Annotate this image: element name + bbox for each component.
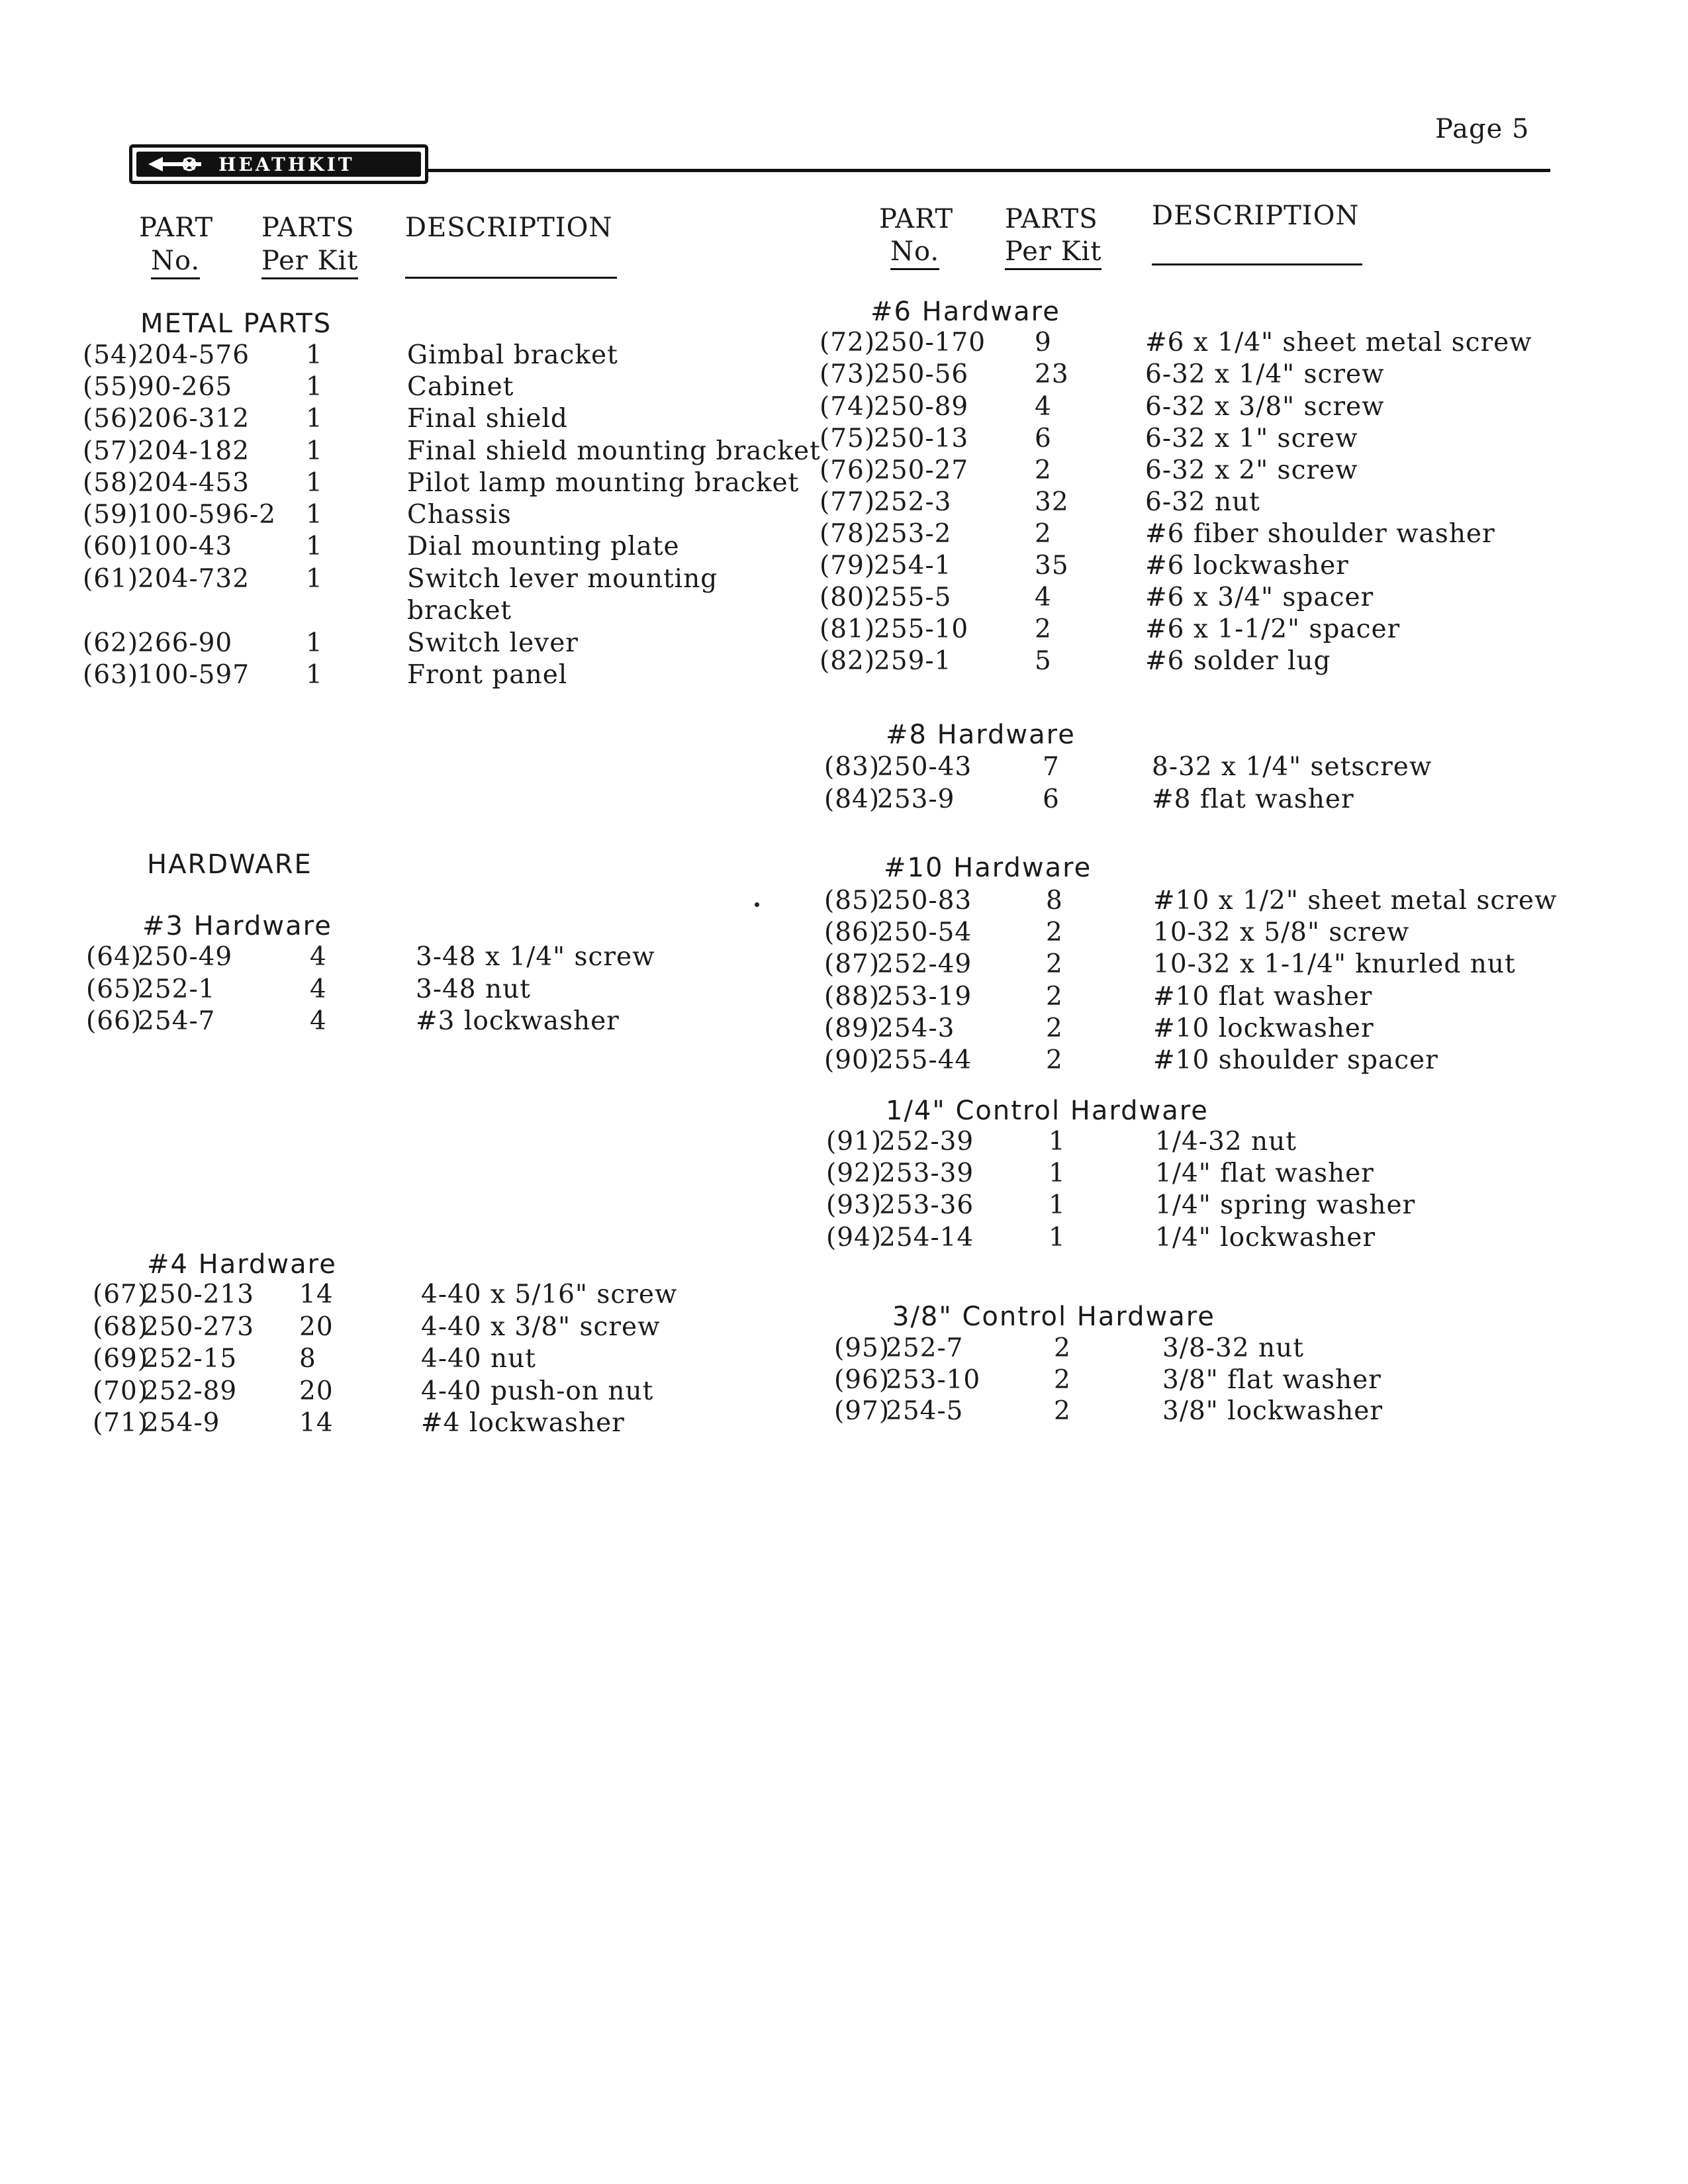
table-row (0, 328, 1688, 359)
part-description: 6-32 x 2" screw (1145, 455, 1358, 485)
part-ref-number: (91) (826, 1127, 882, 1157)
part-ref-number: (77) (820, 487, 876, 517)
table-row (0, 1333, 1688, 1365)
heading-6-hardware: #6 Hardware (870, 297, 1060, 327)
parts-per-kit: 35 (1035, 551, 1069, 581)
part-number: 250-56 (874, 359, 969, 389)
part-ref-number: (75) (820, 424, 876, 453)
part-description: 3/8-32 nut (1162, 1333, 1304, 1363)
part-description: Chassis (407, 500, 512, 530)
part-ref-number: (56) (83, 404, 139, 434)
part-ref-number: (65) (86, 974, 142, 1004)
part-ref-number: (59) (83, 500, 139, 530)
part-number: 255-10 (874, 614, 969, 644)
part-ref-number: (93) (826, 1190, 882, 1220)
part-ref-number: (73) (820, 359, 876, 389)
part-number: 204-732 (138, 564, 250, 594)
table-row (0, 487, 1688, 519)
right-header-per-kit: Per Kit (1005, 236, 1102, 270)
left-description-underline (405, 277, 617, 279)
part-number: 254-14 (879, 1223, 974, 1253)
table-row (0, 424, 1688, 455)
part-ref-number: (80) (820, 583, 876, 612)
part-ref-number: (66) (86, 1006, 142, 1036)
left-header-parts: PARTS (261, 213, 355, 243)
part-ref-number: (70) (93, 1376, 149, 1406)
parts-per-kit: 4 (1035, 392, 1052, 422)
parts-per-kit: 1 (306, 660, 323, 690)
table-row (0, 784, 1688, 816)
part-number: 250-27 (874, 455, 969, 485)
parts-per-kit: 2 (1054, 1396, 1071, 1426)
table-row (0, 1396, 1688, 1428)
part-number: 250-43 (877, 752, 972, 782)
part-number: 250-213 (142, 1280, 255, 1309)
part-ref-number: (54) (83, 340, 139, 370)
parts-per-kit: 6 (1043, 784, 1060, 814)
part-number: 250-49 (138, 942, 233, 972)
part-number: 253-39 (879, 1159, 974, 1188)
parts-per-kit: 2 (1046, 1014, 1063, 1043)
part-ref-number: (69) (93, 1344, 149, 1374)
parts-per-kit: 1 (306, 532, 323, 561)
part-number: 252-39 (879, 1127, 974, 1157)
part-number: 253-36 (879, 1190, 974, 1220)
part-description: #10 lockwasher (1153, 1014, 1374, 1043)
part-number: 90-265 (138, 372, 233, 402)
part-description: #6 lockwasher (1145, 551, 1349, 581)
part-ref-number: (90) (824, 1045, 880, 1075)
part-ref-number: (71) (93, 1408, 149, 1438)
part-number: 250-54 (877, 918, 972, 947)
part-number: 250-89 (874, 392, 969, 422)
table-row (0, 455, 1688, 487)
right-header-description: DESCRIPTION (1152, 201, 1360, 231)
part-description: 3/8" lockwasher (1162, 1396, 1383, 1426)
part-number: 100-43 (138, 532, 233, 561)
part-description: #3 lockwasher (416, 1006, 620, 1036)
heading-hardware: HARDWARE (147, 849, 312, 880)
heading-three-eighths-control-hardware: 3/8" Control Hardware (892, 1302, 1215, 1332)
table-row (0, 886, 1688, 918)
part-description: Gimbal bracket (407, 340, 618, 370)
part-number: 254-1 (874, 551, 952, 581)
part-description: 6-32 x 1" screw (1145, 424, 1358, 453)
part-description: #8 flat washer (1152, 784, 1354, 814)
part-ref-number: (92) (826, 1159, 882, 1188)
parts-per-kit: 32 (1035, 487, 1069, 517)
parts-per-kit: 1 (306, 500, 323, 530)
part-number: 253-2 (874, 519, 952, 549)
table-row (0, 982, 1688, 1014)
part-ref-number: (88) (824, 982, 880, 1012)
right-header-no: No. (890, 236, 939, 270)
parts-per-kit: 1 (306, 628, 323, 658)
part-description: #6 x 3/4" spacer (1145, 583, 1374, 612)
part-description: 4-40 push-on nut (421, 1376, 654, 1406)
table-row (0, 918, 1688, 949)
table-row (0, 359, 1688, 391)
part-description: Dial mounting plate (407, 532, 680, 561)
right-header-parts: PARTS (1005, 204, 1098, 234)
parts-per-kit: 1 (1049, 1159, 1066, 1188)
part-number: 254-3 (877, 1014, 955, 1043)
parts-per-kit: 1 (306, 372, 323, 402)
parts-per-kit: 20 (299, 1376, 334, 1406)
parts-per-kit: 1 (1049, 1127, 1066, 1157)
part-number: 259-1 (874, 646, 952, 676)
part-description: bracket (407, 596, 512, 626)
parts-per-kit: 5 (1035, 646, 1052, 676)
part-number: 250-13 (874, 424, 969, 453)
parts-per-kit: 1 (1049, 1223, 1066, 1253)
part-description: #10 x 1/2" sheet metal screw (1153, 886, 1558, 916)
part-description: 6-32 x 3/8" screw (1145, 392, 1385, 422)
part-description: Switch lever (407, 628, 579, 658)
part-description: #6 x 1/4" sheet metal screw (1145, 328, 1532, 357)
table-row (0, 646, 1688, 678)
heading-8-hardware: #8 Hardware (886, 720, 1076, 750)
part-ref-number: (55) (83, 372, 139, 402)
part-description: Final shield (407, 404, 568, 434)
part-number: 252-7 (886, 1333, 964, 1363)
parts-per-kit: 2 (1046, 1045, 1063, 1075)
part-ref-number: (68) (93, 1312, 149, 1342)
part-ref-number: (62) (83, 628, 139, 658)
parts-per-kit: 14 (299, 1280, 334, 1309)
part-number: 206-312 (138, 404, 250, 434)
part-description: 10-32 x 1-1/4" knurled nut (1153, 949, 1516, 979)
part-number: 204-453 (138, 468, 250, 498)
table-row (0, 1190, 1688, 1222)
part-number: 254-7 (138, 1006, 216, 1036)
heading-4-hardware: #4 Hardware (147, 1249, 337, 1280)
parts-per-kit: 2 (1035, 519, 1052, 549)
parts-per-kit: 2 (1035, 455, 1052, 485)
page-number: Page 5 (1435, 114, 1530, 144)
parts-per-kit: 8 (299, 1344, 316, 1374)
left-header-per-kit: Per Kit (261, 246, 358, 279)
table-row (0, 1127, 1688, 1159)
part-number: 250-273 (142, 1312, 255, 1342)
part-description: 3-48 x 1/4" screw (416, 942, 655, 972)
parts-per-kit: 9 (1035, 328, 1052, 357)
table-row (0, 519, 1688, 551)
part-description: Pilot lamp mounting bracket (407, 468, 800, 498)
parts-per-kit: 2 (1046, 982, 1063, 1012)
part-ref-number: (82) (820, 646, 876, 676)
logo-arrow-icon (148, 154, 214, 174)
part-ref-number: (76) (820, 455, 876, 485)
table-row (0, 752, 1688, 784)
table-row (0, 1159, 1688, 1190)
table-row (0, 1014, 1688, 1045)
part-number: 254-5 (886, 1396, 964, 1426)
logo-brand-text: HEATHKIT (218, 153, 355, 175)
part-description: Switch lever mounting (407, 564, 718, 594)
part-number: 253-19 (877, 982, 972, 1012)
part-number: 204-182 (138, 436, 250, 466)
parts-per-kit: 4 (310, 942, 327, 972)
left-header-no: No. (151, 246, 200, 279)
parts-per-kit: 20 (299, 1312, 334, 1342)
part-description: 4-40 x 3/8" screw (421, 1312, 661, 1342)
part-description: 1/4-32 nut (1155, 1127, 1297, 1157)
table-row (0, 614, 1688, 646)
part-number: 252-15 (142, 1344, 238, 1374)
part-number: 254-9 (142, 1408, 220, 1438)
parts-per-kit: 1 (306, 564, 323, 594)
part-description: Final shield mounting bracket (407, 436, 821, 466)
part-ref-number: (84) (824, 784, 880, 814)
part-ref-number: (58) (83, 468, 139, 498)
heathkit-logo (129, 144, 428, 184)
parts-per-kit: 1 (306, 340, 323, 370)
table-row (0, 949, 1688, 981)
part-description: 1/4" lockwasher (1155, 1223, 1376, 1253)
part-ref-number: (97) (834, 1396, 890, 1426)
parts-per-kit: 4 (1035, 583, 1052, 612)
part-ref-number: (87) (824, 949, 880, 979)
part-description: #6 x 1-1/2" spacer (1145, 614, 1401, 644)
part-description: #6 solder lug (1145, 646, 1331, 676)
part-description: 4-40 x 5/16" screw (421, 1280, 678, 1309)
part-description: Cabinet (407, 372, 514, 402)
parts-per-kit: 23 (1035, 359, 1069, 389)
table-row (0, 583, 1688, 614)
table-row (0, 551, 1688, 583)
part-description: 6-32 nut (1145, 487, 1260, 517)
table-row (0, 1223, 1688, 1255)
part-description: 3/8" flat washer (1162, 1365, 1382, 1395)
part-ref-number: (74) (820, 392, 876, 422)
part-ref-number: (94) (826, 1223, 882, 1253)
right-description-underline (1152, 263, 1362, 265)
parts-per-kit: 1 (306, 436, 323, 466)
right-header-part: PART (879, 204, 954, 234)
table-row (0, 1280, 1688, 1311)
part-number: 253-10 (886, 1365, 981, 1395)
part-ref-number: (89) (824, 1014, 880, 1043)
part-ref-number: (61) (83, 564, 139, 594)
part-description: #10 flat washer (1153, 982, 1373, 1012)
heading-metal-parts: METAL PARTS (140, 309, 332, 339)
part-number: 250-170 (874, 328, 986, 357)
part-ref-number: (57) (83, 436, 139, 466)
part-description: 4-40 nut (421, 1344, 536, 1374)
table-row (0, 392, 1688, 424)
part-number: 253-9 (877, 784, 955, 814)
parts-per-kit: 1 (306, 404, 323, 434)
parts-per-kit: 4 (310, 1006, 327, 1036)
parts-per-kit: 1 (306, 468, 323, 498)
part-number: 100-597 (138, 660, 250, 690)
parts-per-kit: 4 (310, 974, 327, 1004)
part-description: Front panel (407, 660, 568, 690)
parts-per-kit: 14 (299, 1408, 334, 1438)
part-ref-number: (78) (820, 519, 876, 549)
parts-per-kit: 1 (1049, 1190, 1066, 1220)
part-ref-number: (79) (820, 551, 876, 581)
parts-per-kit: 2 (1046, 918, 1063, 947)
table-row (0, 1045, 1688, 1077)
parts-per-kit: 7 (1043, 752, 1060, 782)
part-number: 250-83 (877, 886, 972, 916)
part-ref-number: (83) (824, 752, 880, 782)
part-number: 252-49 (877, 949, 972, 979)
part-description: 8-32 x 1/4" setscrew (1152, 752, 1432, 782)
part-number: 252-3 (874, 487, 952, 517)
left-header-description: DESCRIPTION (405, 213, 613, 243)
part-ref-number: (60) (83, 532, 139, 561)
part-ref-number: (81) (820, 614, 876, 644)
part-ref-number: (67) (93, 1280, 149, 1309)
part-ref-number: (72) (820, 328, 876, 357)
parts-per-kit: 2 (1054, 1365, 1071, 1395)
part-number: 266-90 (138, 628, 233, 658)
part-number: 255-5 (874, 583, 952, 612)
part-number: 100-596-2 (138, 500, 277, 530)
part-description: #6 fiber shoulder washer (1145, 519, 1495, 549)
part-description: 10-32 x 5/8" screw (1153, 918, 1410, 947)
parts-per-kit: 8 (1046, 886, 1063, 916)
part-ref-number: (86) (824, 918, 880, 947)
heading-3-hardware: #3 Hardware (142, 911, 332, 941)
heading-quarter-inch-control-hardware: 1/4" Control Hardware (886, 1096, 1209, 1126)
part-description: #4 lockwasher (421, 1408, 625, 1438)
part-number: 255-44 (877, 1045, 972, 1075)
part-number: 252-89 (142, 1376, 238, 1406)
part-number: 204-576 (138, 340, 250, 370)
part-ref-number: (63) (83, 660, 139, 690)
parts-per-kit: 2 (1046, 949, 1063, 979)
header-rule (428, 169, 1550, 172)
part-ref-number: (64) (86, 942, 142, 972)
part-ref-number: (85) (824, 886, 880, 916)
parts-per-kit: 2 (1035, 614, 1052, 644)
part-number: 252-1 (138, 974, 216, 1004)
part-description: 6-32 x 1/4" screw (1145, 359, 1385, 389)
parts-per-kit: 6 (1035, 424, 1052, 453)
left-header-part: PART (139, 213, 214, 243)
part-description: #10 shoulder spacer (1153, 1045, 1438, 1075)
heading-10-hardware: #10 Hardware (884, 853, 1092, 883)
part-description: 3-48 nut (416, 974, 531, 1004)
parts-per-kit: 2 (1054, 1333, 1071, 1363)
part-ref-number: (96) (834, 1365, 890, 1395)
part-description: 1/4" spring washer (1155, 1190, 1416, 1220)
part-description: 1/4" flat washer (1155, 1159, 1374, 1188)
table-row (0, 1365, 1688, 1397)
part-ref-number: (95) (834, 1333, 890, 1363)
